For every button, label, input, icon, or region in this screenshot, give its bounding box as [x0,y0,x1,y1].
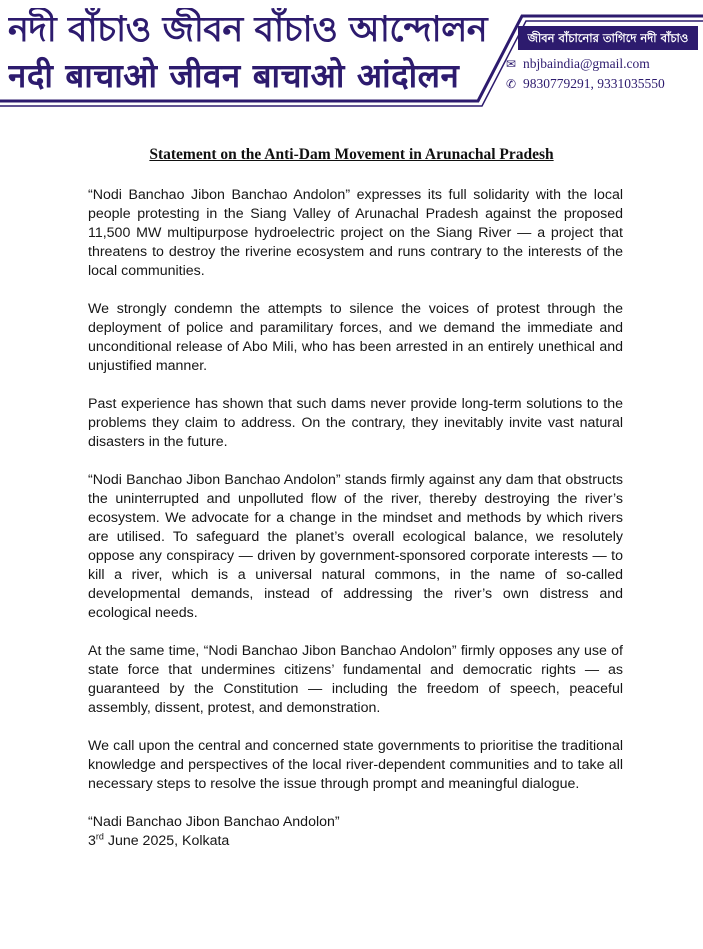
contact-phone [506,76,701,92]
statement-body [88,186,623,851]
date-place [88,832,623,851]
org-name-hindi: नदी बाचाओ जीवन बाचाओ आंदोलन [8,56,460,95]
statement-title: Statement on the Anti-Dam Movement in Arunachal Pradesh [149,146,554,163]
paragraph-6: We call upon the central and concerned state governments to prioritise the traditional knowledge and perspectives of the local river-dependent communities and to take all necessary steps to resolve the issue through prompt and meaningful dialogue. [88,738,623,792]
paragraph-1: “Nodi Banchao Jibon Banchao Andolon” expresses its full solidarity with the local people protesting in the Siang Valley of Arunachal Pradesh against the proposed 11,500 MW multipurpose hydroelectric project on the Siang River — a project that threatens to destroy the riverine ecosystem and runs contrary to the interests of the local communities. [88,187,623,279]
paragraph-3: Past experience has shown that such dams never provide long-term solutions to the problems they claim to address. On the contrary, they inevitably invite vast natural disasters in the future. [88,396,623,450]
contact-email [506,56,701,72]
phone-text: 9830779291, 9331035550 [523,76,665,91]
paragraph-2: We strongly condemn the attempts to silence the voices of protest through the deployment of police and paramilitary forces, and we demand the immediate and unconditional release of Abo Mili, who has been arrested in an entirely unethical and unjustified manner. [88,301,623,374]
date-day: 3 [88,833,96,849]
letterhead [0,0,703,108]
email-text: nbjbaindia@gmail.com [523,56,650,71]
org-name-bengali: নদী বাঁচাও জীবন বাঁচাও আন্দোলন [8,10,488,50]
date-rest: June 2025, Kolkata [103,833,230,849]
paragraph-5: At the same time, “Nodi Banchao Jibon Banchao Andolon” firmly opposes any use of state force that undermines citizens’ fundamental and democratic rights — as guaranteed by the Constitution — including the freedom of speech, peaceful assembly, dissent, protest, and demonstration. [88,643,623,716]
phone-icon: ✆ [506,77,517,91]
envelope-icon: ✉ [506,57,517,71]
date-suffix: rd [95,831,104,842]
paragraph-4: “Nodi Banchao Jibon Banchao Andolon” stands firmly against any dam that obstructs the uninterrupted and unpolluted flow of the river, thereby destroying the river’s ecosystem. We advocate for a change in the mindset and methods by which rivers are utilised. To safeguard the planet’s overall ecological balance, we resolutely oppose any conspiracy — driven by government-sponsored corporate interests — to kill a river, which is a universal natural commons, in the name of so-called developmental demands, instead of addressing the river’s own distress and ecological needs. [88,472,623,621]
tagline-banner: জীবন বাঁচানোর তাগিদে নদী বাঁচাও [518,26,698,50]
signature: “Nadi Banchao Jibon Banchao Andolon” [88,814,340,830]
